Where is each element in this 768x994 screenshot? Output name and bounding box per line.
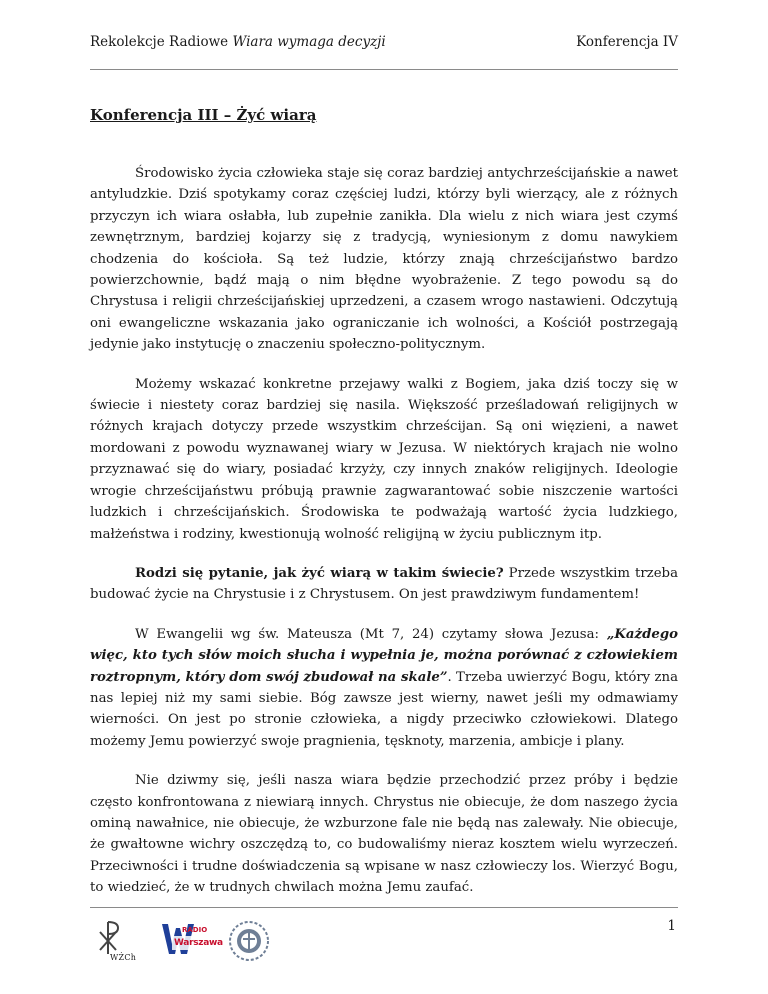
paragraph-4 <box>90 624 678 752</box>
header-divider <box>90 69 678 70</box>
paragraph-4-intro: W Ewangelii wg św. Mateusza (Mt 7, 24) czytamy słowa Jezusa: <box>135 626 607 642</box>
paragraph-5: Nie dziwmy się, jeśli nasza wiara będzie przechodzić przez próby i będzie często konfrontowana z niewiarą innych. Chrystus nie obiecuje, że dom naszego życia ominą nawałnice, nie obiecuje, że wzburzone fale nie będą nas zalewały. Nie obiecuje, że gwałtowne wichry oszczędzą to, co budowaliśmy nieraz kosztem wielu wyrzeczeń. Przeciwności i trudne doświadczenia są wpisane w nasz człowieczy los. Wierzyć Bogu, to wiedzieć, że w trudnych chwilach można Jemu zaufać. <box>90 773 678 896</box>
page-number: 1 <box>667 918 676 934</box>
document-body <box>90 163 678 917</box>
paragraph-4-quote: „Każdego więc, kto tych słów moich słucha i wypełnia je, można porównać z człowiekiem roztropnym, który dom swój zbudował na skale” <box>90 626 678 685</box>
paragraph-3 <box>90 563 678 606</box>
warszawa-label: Warszawa <box>174 938 223 948</box>
ihs-logo <box>228 920 270 962</box>
header-series: Rekolekcje Radiowe <box>90 34 233 50</box>
paragraph-1: Środowisko życia człowieka staje się coraz bardziej antychrześcijańskie a nawet antyludzkie. Dziś spotykamy coraz częściej ludzi, którzy byli wierzący, ale z różnych przyczyn ich wiara osłabła, lub zupełnie zanikła. Dla wielu z nich wiara jest czymś zewnętrznym, bardziej kojarzy się z tradycją, wyniesionym z domu nawykiem chodzenia do kościoła. Są też ludzie, którzy znają chrześcijaństwo bardzo powierzchownie, bądź mają o nim błędne wyobrażenie. Z tego powodu są do Chrystusa i religii chrześcijańskiej uprzedzeni, a czasem wrogo nastawieni. Odczytują oni ewangeliczne wskazania jako ograniczanie ich wolności, a Kościół postrzegają jedynie jako instytucję o znaczeniu społeczno-politycznym. <box>90 166 678 353</box>
paragraph-3-question: Rodzi się pytanie, jak żyć wiarą w takim świecie? <box>135 565 504 581</box>
paragraph-4-rest: . Trzeba uwierzyć Bogu, który zna nas lepiej niż my sami siebie. Bóg zawsze jest wierny, nawet jeśli my odmawiamy wierności. On jest po stronie człowieka, a nigdy przeciwko człowiekowi. Dlatego możemy Jemu powierzyć swoje pragnienia, tęsknoty, marzenia, ambicje i plany. <box>90 669 678 749</box>
page-header <box>90 34 678 58</box>
conference-title: Konferencja III – Żyć wiarą <box>90 106 317 124</box>
header-series-title: Wiara wymaga decyzji <box>232 34 386 50</box>
chi-rho-icon <box>98 920 128 956</box>
header-left <box>90 34 386 58</box>
header-right: Konferencja IV <box>576 34 678 50</box>
radio-warszawa-logo <box>160 920 223 964</box>
radio-label: RADIO <box>182 926 208 934</box>
wzch-label: WŻCh <box>110 953 137 962</box>
paragraph-2: Możemy wskazać konkretne przejawy walki z Bogiem, jaka dziś toczy się w świecie i niestety coraz bardziej się nasila. Większość prześladowań religijnych w różnych krajach dotyczy przede wszystkim chrześcijan. Są oni więzieni, a nawet mordowani z powodu wyznawanej wiary w Jezusa. W niektórych krajach nie wolno przyznawać się do wiary, posiadać krzyży, czy innych znaków religijnych. Ideologie wrogie chrześcijaństwu próbują prawnie zagwarantować sobie niszczenie wartości ludzkich i chrześcijańskich. Środowiska te podważają wartość życia ludzkiego, małżeństwa i rodziny, kwestionują wolność religijną w życiu publicznym itp. <box>90 376 678 542</box>
paragraph-3-rest: Przede wszystkim trzeba budować życie na Chrystusie i z Chrystusem. On jest prawdziwym fundamentem! <box>90 565 678 603</box>
footer-divider <box>90 907 678 908</box>
wzch-logo <box>98 920 142 966</box>
ihs-emblem-icon <box>228 920 270 962</box>
